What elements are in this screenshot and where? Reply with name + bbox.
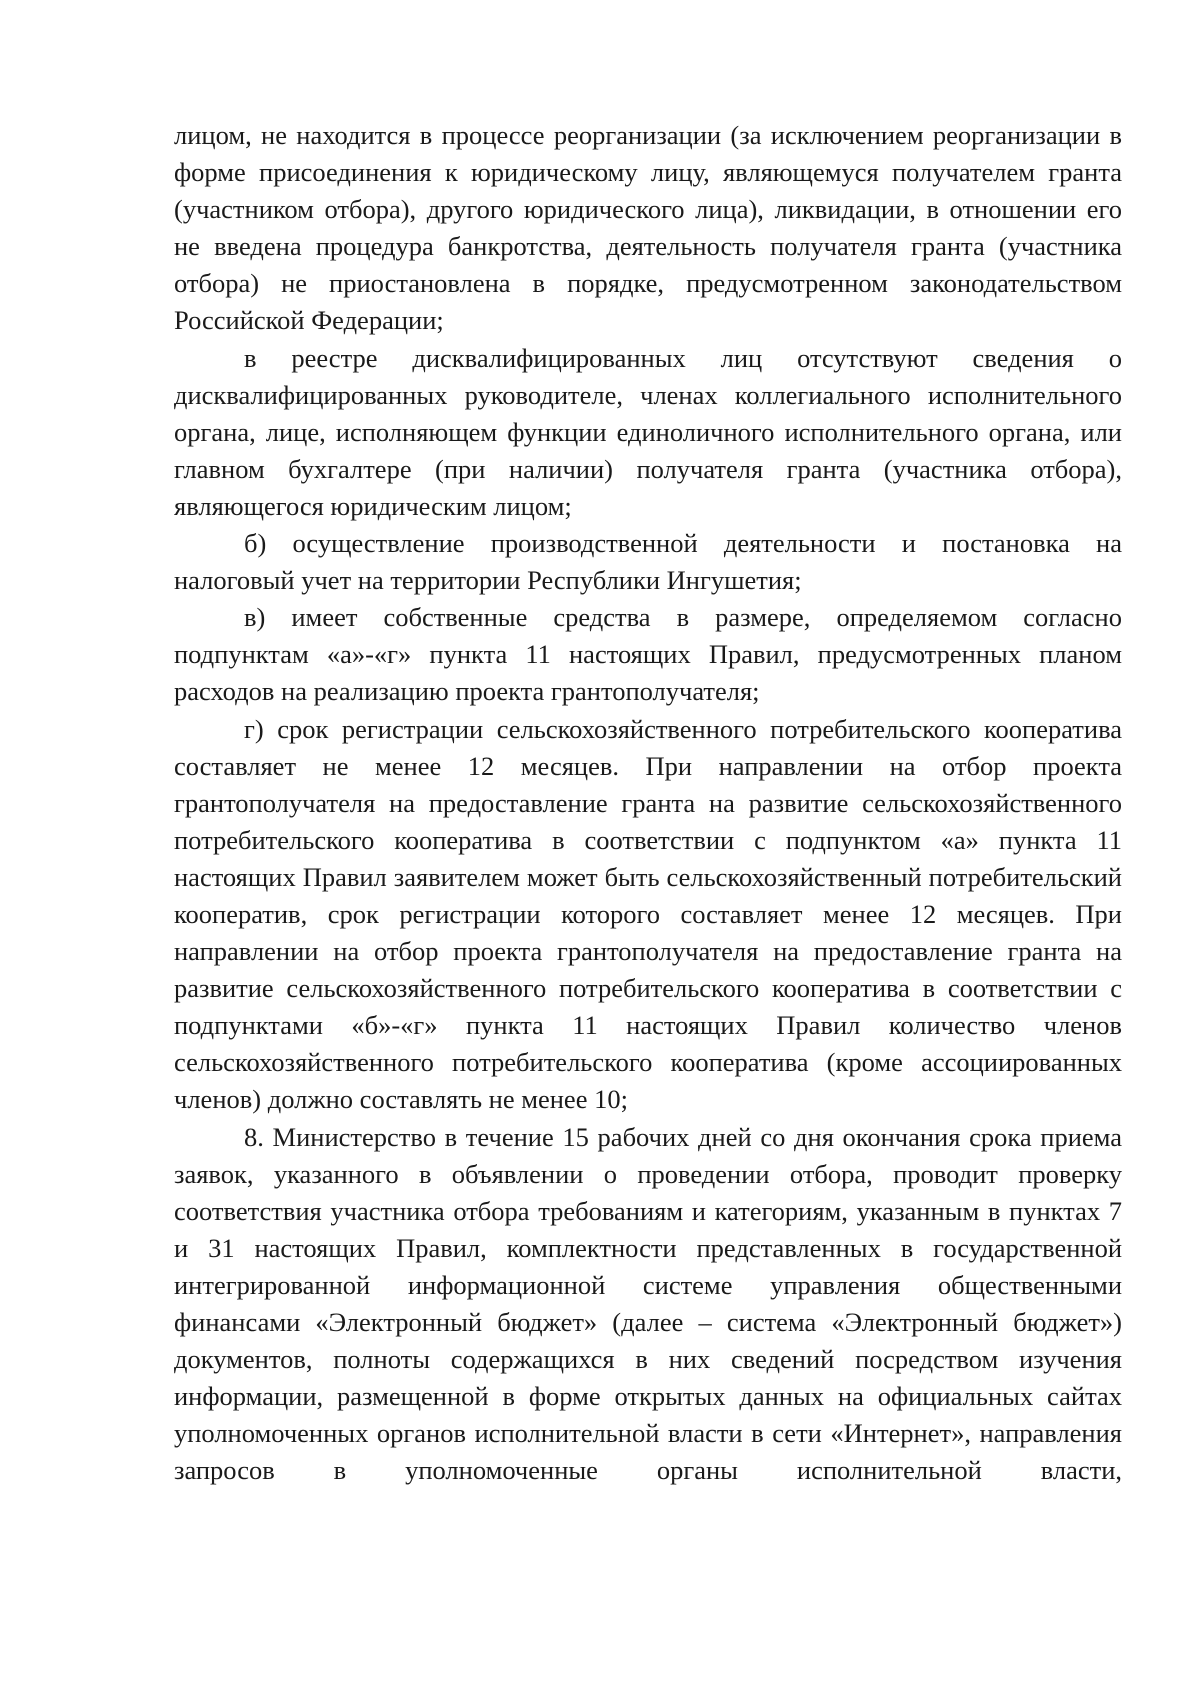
paragraph-item-v: в) имеет собственные средства в размере, определяемом согласно подпунктам «а»-«г» пункта 11 настоящих Правил, предусмотренных планом расходов на реализацию проекта грантополучателя; — [174, 602, 1122, 707]
paragraph-item-g: г) срок регистрации сельскохозяйственного потребительского кооператива составляет не менее 12 месяцев. При направлении на отбор проекта грантополучателя на предоставление гранта на развитие сельскохозяйственного потребительского кооператива в соответствии с подпунктом «а» пункта 11 настоящих Правил заявителем может быть сельскохозяйственный потребительский кооператив, срок регистрации которого составляет менее 12 месяцев. При направлении на отбор проекта грантополучателя на предоставление гранта на развитие сельскохозяйственного потребительского кооператива в соответствии с подпунктами «б»-«г» пункта 11 настоящих Правил количество членов сельскохозяйственного потребительского кооператива (кроме ассоциированных членов) должно составлять не менее 10; — [174, 713, 1122, 1115]
paragraph-disqualified-registry: в реестре дисквалифицированных лиц отсутствуют сведения о дисквалифицированных руководителе, членах коллегиального исполнительного органа, лице, исполняющем функции единоличного исполнительного органа, или главном бухгалтере (при наличии) получателя гранта (участника отбора), являющегося юридическим лицом; — [174, 342, 1122, 521]
paragraph-section-8: 8. Министерство в течение 15 рабочих дней со дня окончания срока приема заявок, указанного в объявлении о проведении отбора, проводит проверку соответствия участника отбора требованиям и категориям, указанным в пунктах 7 и 31 настоящих Правил, комплектности представленных в государственной интегрированной информационной системе управления общественными финансами «Электронный бюджет» (далее – система «Электронный бюджет») документов, полноты содержащихся в них сведений посредством изучения информации, размещенной в форме открытых данных на официальных сайтах уполномоченных органов исполнительной власти в сети «Интернет», направления запросов в уполномоченные органы исполнительной власти, — [174, 1121, 1122, 1486]
paragraph-continuation: лицом, не находится в процессе реорганизации (за исключением реорганизации в форме присоединения к юридическому лицу, являющемуся получателем гранта (участником отбора), другого юридического лица), ликвидации, в отношении его не введена процедура банкротства, деятельность получателя гранта (участника отбора) не приостановлена в порядке, предусмотренном законодательством Российской Федерации; — [174, 120, 1122, 336]
paragraph-item-b: б) осуществление производственной деятельности и постановка на налоговый учет на территории Республики Ингушетия; — [174, 528, 1122, 596]
document-body — [174, 117, 1122, 1489]
